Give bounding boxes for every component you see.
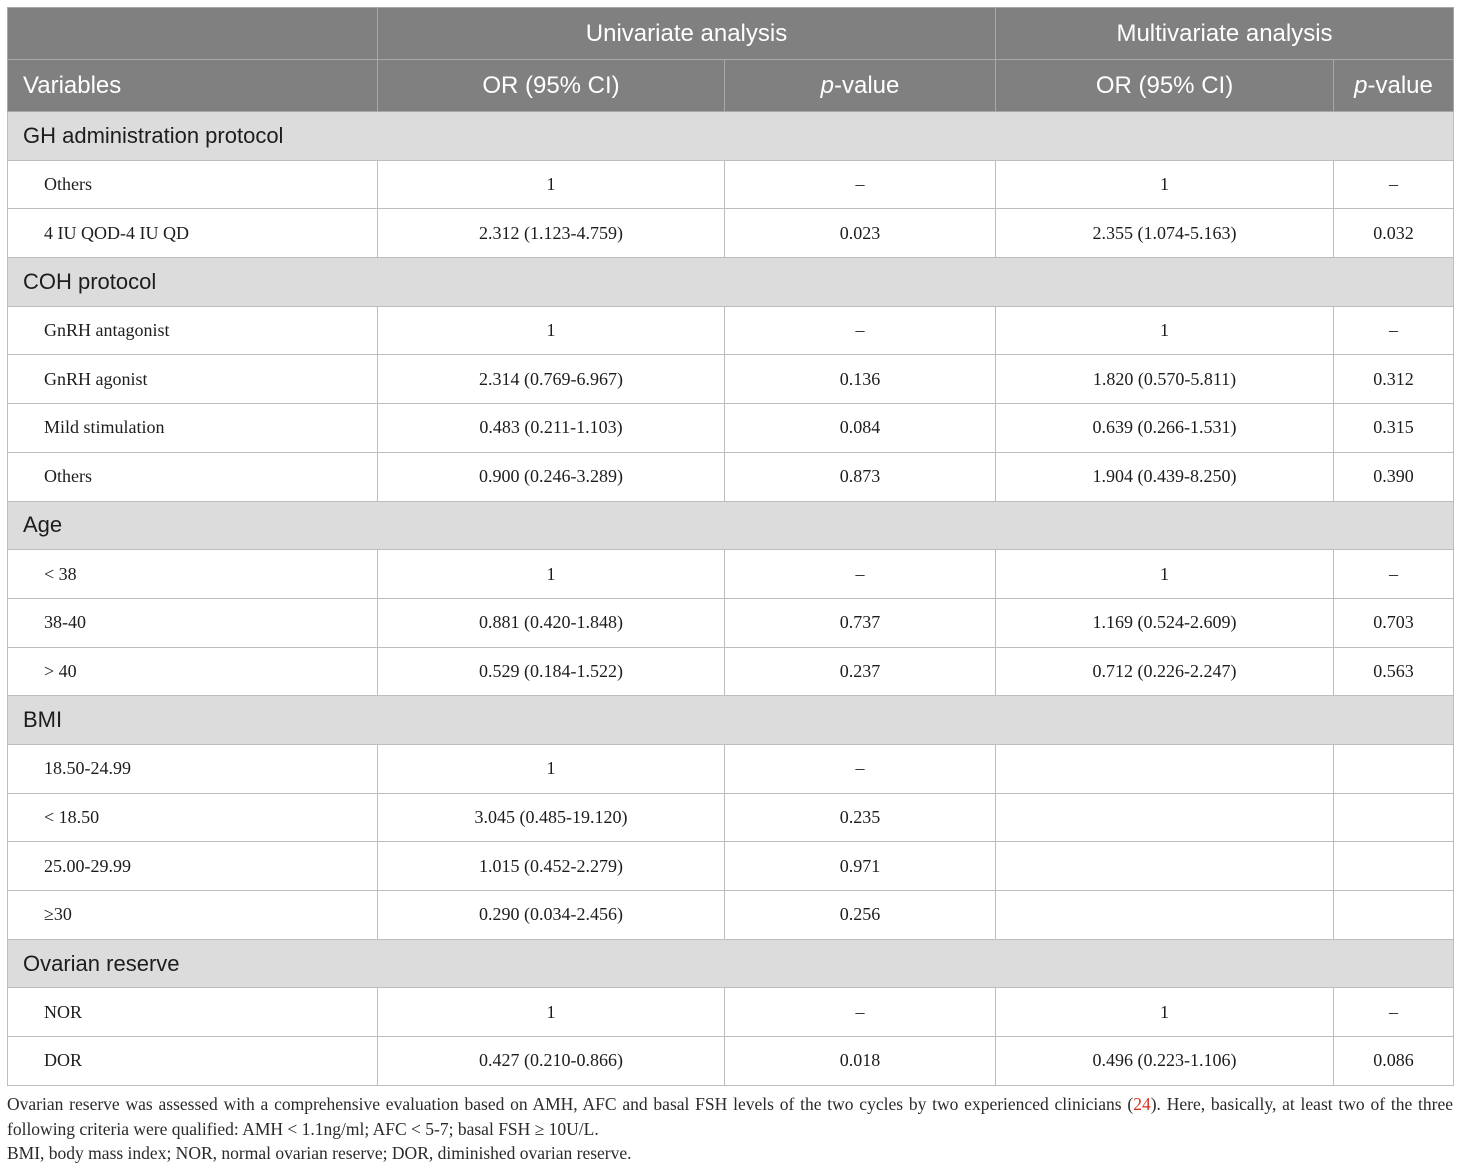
- variables-header: Variables: [8, 60, 378, 112]
- multivariate-p-cell: 0.563: [1334, 647, 1454, 696]
- univariate-p-cell: 0.235: [725, 793, 996, 842]
- univariate-or-cell: 0.529 (0.184-1.522): [378, 647, 725, 696]
- table-row: [8, 209, 1454, 258]
- univariate-or-cell: 0.427 (0.210-0.866): [378, 1037, 725, 1086]
- variable-cell: 25.00-29.99: [8, 842, 378, 891]
- variable-cell: < 18.50: [8, 793, 378, 842]
- univariate-p-cell: 0.023: [725, 209, 996, 258]
- univariate-p-cell: 0.237: [725, 647, 996, 696]
- section-row-coh-protocol: [8, 258, 1454, 307]
- univariate-or-cell: 1: [378, 306, 725, 355]
- univariate-p-value-header: [725, 60, 996, 112]
- multivariate-p-cell: [1334, 891, 1454, 940]
- univariate-p-cell: 0.256: [725, 891, 996, 940]
- multivariate-or-cell: [996, 891, 1334, 940]
- variable-cell: ≥30: [8, 891, 378, 940]
- section-title: GH administration protocol: [8, 112, 1454, 161]
- univariate-p-cell: 0.971: [725, 842, 996, 891]
- regression-table: [7, 7, 1454, 1086]
- variable-cell: NOR: [8, 988, 378, 1037]
- univariate-or-header: OR (95% CI): [378, 60, 725, 112]
- table-body: [8, 112, 1454, 1086]
- section-row-age: [8, 501, 1454, 550]
- variable-cell: GnRH agonist: [8, 355, 378, 404]
- section-row-gh-protocol: [8, 112, 1454, 161]
- table-row: [8, 160, 1454, 209]
- multivariate-or-cell: 1: [996, 160, 1334, 209]
- multivariate-p-cell: [1334, 793, 1454, 842]
- multivariate-or-cell: [996, 793, 1334, 842]
- table-row: [8, 647, 1454, 696]
- reference-link-24[interactable]: 24: [1133, 1094, 1151, 1114]
- variable-cell: 38-40: [8, 598, 378, 647]
- multivariate-or-header: OR (95% CI): [996, 60, 1334, 112]
- univariate-p-cell: 0.018: [725, 1037, 996, 1086]
- table-row: [8, 793, 1454, 842]
- multivariate-or-cell: 2.355 (1.074-5.163): [996, 209, 1334, 258]
- variable-cell: GnRH antagonist: [8, 306, 378, 355]
- variable-cell: < 38: [8, 550, 378, 599]
- univariate-or-cell: 1: [378, 744, 725, 793]
- multivariate-or-cell: 0.496 (0.223-1.106): [996, 1037, 1334, 1086]
- variable-cell: Others: [8, 160, 378, 209]
- table-header: [8, 8, 1454, 112]
- multivariate-p-cell: [1334, 842, 1454, 891]
- table-row: [8, 404, 1454, 453]
- univariate-p-cell: –: [725, 306, 996, 355]
- multivariate-p-cell: 0.086: [1334, 1037, 1454, 1086]
- value-suffix-label: -value: [1367, 71, 1433, 99]
- univariate-or-cell: 1: [378, 550, 725, 599]
- footnote-text-before: Ovarian reserve was assessed with a comprehensive evaluation based on AMH, AFC and basal FSH levels of the two cycles by two experienced clinicians (: [7, 1094, 1134, 1114]
- univariate-p-cell: 0.136: [725, 355, 996, 404]
- table-row: [8, 744, 1454, 793]
- multivariate-p-cell: 0.390: [1334, 452, 1454, 501]
- multivariate-p-cell: [1334, 744, 1454, 793]
- variable-cell: Mild stimulation: [8, 404, 378, 453]
- value-suffix-label: -value: [834, 71, 900, 99]
- multivariate-or-cell: 1.820 (0.570-5.811): [996, 355, 1334, 404]
- multivariate-p-cell: 0.703: [1334, 598, 1454, 647]
- univariate-p-cell: –: [725, 744, 996, 793]
- p-italic-label: p: [820, 71, 834, 99]
- variable-cell: 4 IU QOD-4 IU QD: [8, 209, 378, 258]
- footnote-abbreviations: BMI, body mass index; NOR, normal ovarian reserve; DOR, diminished ovarian reserve.: [7, 1143, 632, 1163]
- table-row: [8, 355, 1454, 404]
- table-footnote: [7, 1092, 1453, 1166]
- section-row-bmi: [8, 696, 1454, 745]
- section-title: Age: [8, 501, 1454, 550]
- multivariate-p-cell: 0.032: [1334, 209, 1454, 258]
- multivariate-or-cell: 1: [996, 550, 1334, 599]
- multivariate-or-cell: 1.169 (0.524-2.609): [996, 598, 1334, 647]
- variable-cell: DOR: [8, 1037, 378, 1086]
- variable-cell: Others: [8, 452, 378, 501]
- header-blank-cell: [8, 8, 378, 60]
- table-row: [8, 598, 1454, 647]
- multivariate-p-cell: –: [1334, 988, 1454, 1037]
- univariate-or-cell: 0.483 (0.211-1.103): [378, 404, 725, 453]
- multivariate-or-cell: 0.712 (0.226-2.247): [996, 647, 1334, 696]
- table-row: [8, 452, 1454, 501]
- section-title: Ovarian reserve: [8, 939, 1454, 988]
- table-row: [8, 306, 1454, 355]
- multivariate-or-cell: [996, 842, 1334, 891]
- table-row: [8, 1037, 1454, 1086]
- univariate-or-cell: 2.314 (0.769-6.967): [378, 355, 725, 404]
- section-title: BMI: [8, 696, 1454, 745]
- univariate-p-cell: –: [725, 550, 996, 599]
- univariate-or-cell: 2.312 (1.123-4.759): [378, 209, 725, 258]
- multivariate-or-cell: 1: [996, 988, 1334, 1037]
- section-row-ovarian-reserve: [8, 939, 1454, 988]
- table-row: [8, 988, 1454, 1037]
- section-title: COH protocol: [8, 258, 1454, 307]
- table-row: [8, 891, 1454, 940]
- footnote-text-after: ). Here, basically, at least two of the three following criteria were qualified: AMH < 1.1ng/ml; AFC < 5-7; basal FSH ≥ 10U/L.: [7, 1094, 1453, 1139]
- group-header-row: [8, 8, 1454, 60]
- multivariate-p-cell: –: [1334, 306, 1454, 355]
- multivariate-p-cell: –: [1334, 160, 1454, 209]
- univariate-or-cell: 1: [378, 160, 725, 209]
- column-header-row: [8, 60, 1454, 112]
- univariate-or-cell: 1.015 (0.452-2.279): [378, 842, 725, 891]
- variable-cell: > 40: [8, 647, 378, 696]
- multivariate-or-cell: 1.904 (0.439-8.250): [996, 452, 1334, 501]
- univariate-or-cell: 1: [378, 988, 725, 1037]
- univariate-analysis-header: Univariate analysis: [378, 8, 996, 60]
- p-italic-label: p: [1354, 71, 1368, 99]
- univariate-or-cell: 3.045 (0.485-19.120): [378, 793, 725, 842]
- univariate-or-cell: 0.881 (0.420-1.848): [378, 598, 725, 647]
- table-row: [8, 550, 1454, 599]
- variable-cell: 18.50-24.99: [8, 744, 378, 793]
- multivariate-p-cell: –: [1334, 550, 1454, 599]
- multivariate-or-cell: [996, 744, 1334, 793]
- multivariate-analysis-header: Multivariate analysis: [996, 8, 1454, 60]
- univariate-p-cell: 0.084: [725, 404, 996, 453]
- multivariate-or-cell: 0.639 (0.266-1.531): [996, 404, 1334, 453]
- univariate-p-cell: 0.873: [725, 452, 996, 501]
- multivariate-p-value-header: [1334, 60, 1454, 112]
- univariate-or-cell: 0.290 (0.034-2.456): [378, 891, 725, 940]
- footnote-ovarian-reserve: [7, 1092, 1453, 1141]
- multivariate-or-cell: 1: [996, 306, 1334, 355]
- univariate-or-cell: 0.900 (0.246-3.289): [378, 452, 725, 501]
- multivariate-p-cell: 0.315: [1334, 404, 1454, 453]
- table-row: [8, 842, 1454, 891]
- multivariate-p-cell: 0.312: [1334, 355, 1454, 404]
- univariate-p-cell: –: [725, 988, 996, 1037]
- univariate-p-cell: –: [725, 160, 996, 209]
- univariate-p-cell: 0.737: [725, 598, 996, 647]
